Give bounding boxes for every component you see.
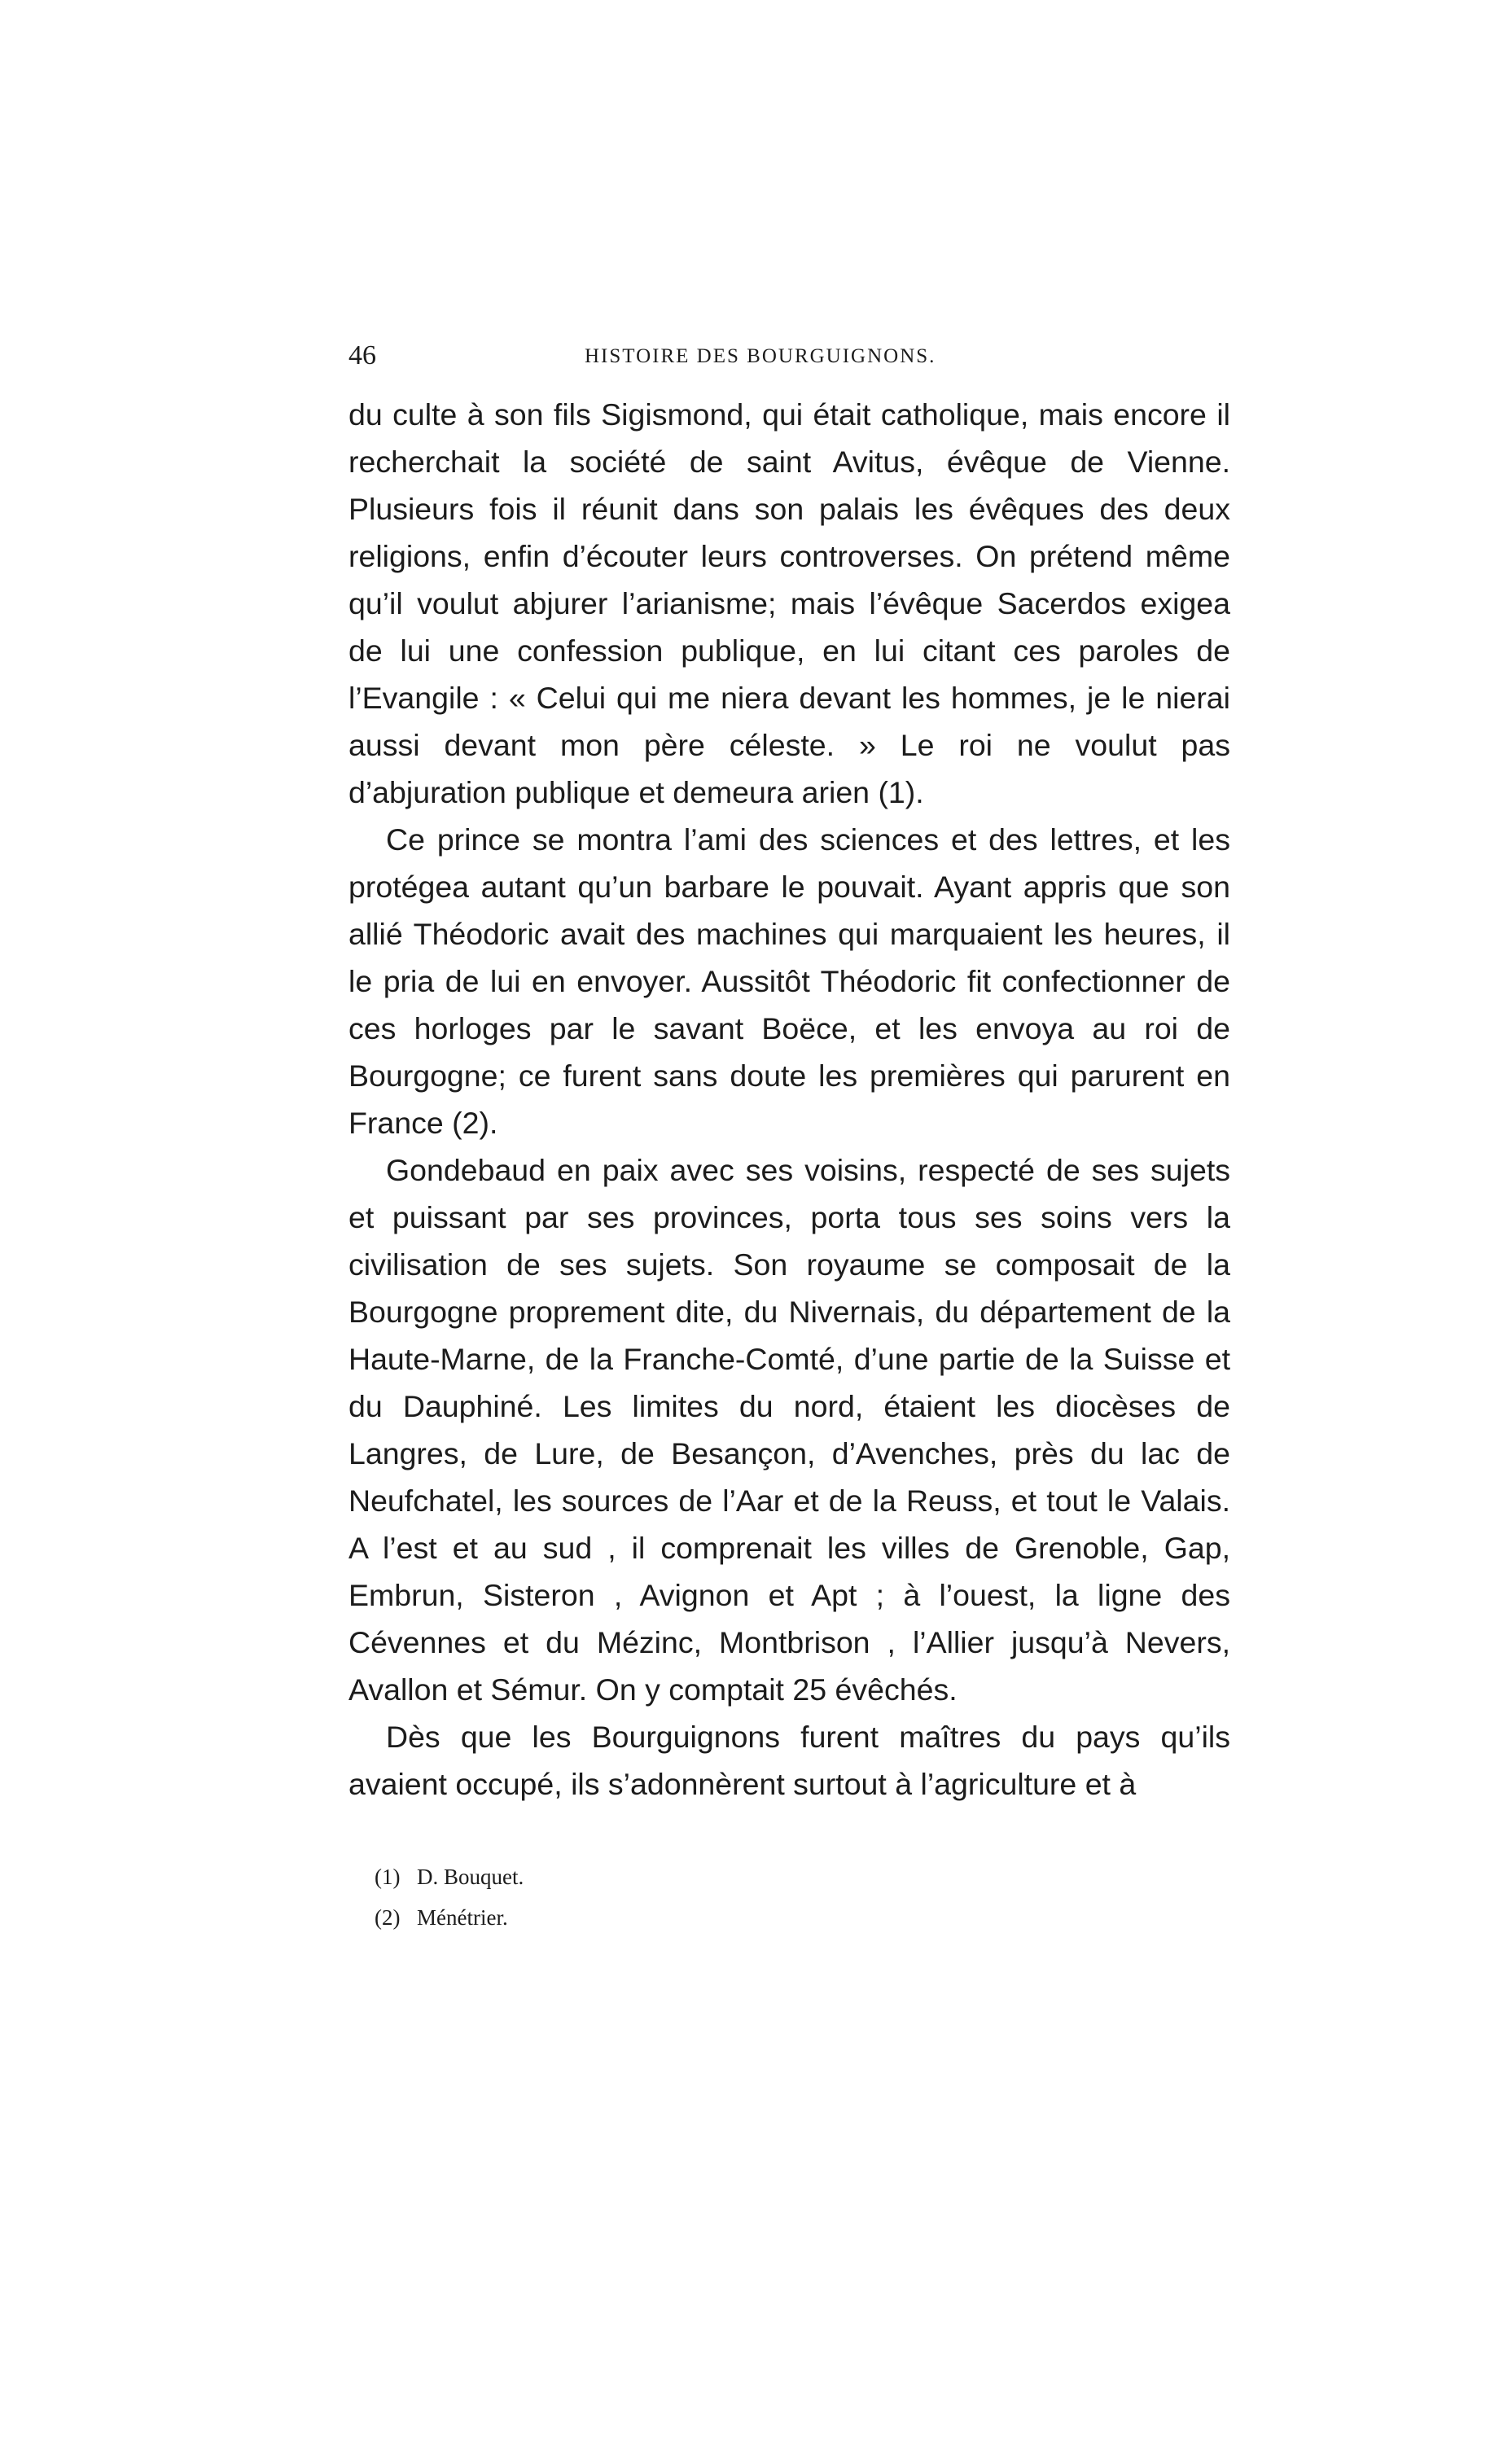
body-text [348, 391, 1230, 1808]
footnote-text: Ménétrier. [417, 1905, 508, 1930]
paragraph: Ce prince se montra l’ami des sciences et des lettres, et les protégea autant qu’un barbare le pouvait. Ayant appris que son allié Théodoric avait des machines qui marquaient les heures, il le pria de lui en envoyer. Aussitôt Théodoric fit confectionner de ces horloges par le savant Boëce, et les envoya au roi de Bourgogne; ce furent sans doute les premières qui parurent en France (2). [348, 822, 1230, 1140]
footnotes [375, 1856, 1026, 1938]
page-header [348, 340, 1293, 389]
paragraph: Dès que les Bourguignons furent maîtres du pays qu’ils avaient occupé, ils s’adonnèrent surtout à l’agriculture et à [348, 1720, 1230, 1801]
footnote [375, 1897, 1026, 1938]
paragraph: Gondebaud en paix avec ses voisins, respecté de ses sujets et puissant par ses provinces, porta tous ses soins vers la civilisation de ses sujets. Son royaume se composait de la Bourgogne proprement dite, du Nivernais, du département de la Haute-Marne, de la Franche-Comté, d’une partie de la Suisse et du Dauphiné. Les limites du nord, étaient les diocèses de Langres, de Lure, de Besançon, d’Avenches, près du lac de Neufchatel, les sources de l’Aar et de la Reuss, et tout le Valais. A l’est et au sud , il comprenait les villes de Grenoble, Gap, Embrun, Sisteron , Avignon et Apt ; à l’ouest, la ligne des Cévennes et du Mézinc, Montbrison , l’Allier jusqu’à Nevers, Avallon et Sémur. On y comptait 25 évêchés. [348, 1153, 1230, 1707]
paragraph: du culte à son fils Sigismond, qui était catholique, mais encore il recherchait la société de saint Avitus, évêque de Vienne. Plusieurs fois il réunit dans son palais les évêques des deux religions, enfin d’écouter leurs controverses. On prétend même qu’il voulut abjurer l’arianisme; mais l’évêque Sacerdos exigea de lui une confession publique, en lui citant ces paroles de l’Evangile : « Celui qui me niera devant les hommes, je le nierai aussi devant mon père céleste. » Le roi ne voulut pas d’abjuration publique et demeura arien (1). [348, 397, 1230, 809]
footnote [375, 1856, 1026, 1897]
footnote-text: D. Bouquet. [417, 1865, 524, 1889]
footnote-mark: (1) [375, 1865, 401, 1889]
running-title: HISTOIRE DES BOURGUIGNONS. [585, 345, 936, 367]
footnote-mark: (2) [375, 1905, 401, 1930]
page-number: 46 [348, 340, 376, 370]
